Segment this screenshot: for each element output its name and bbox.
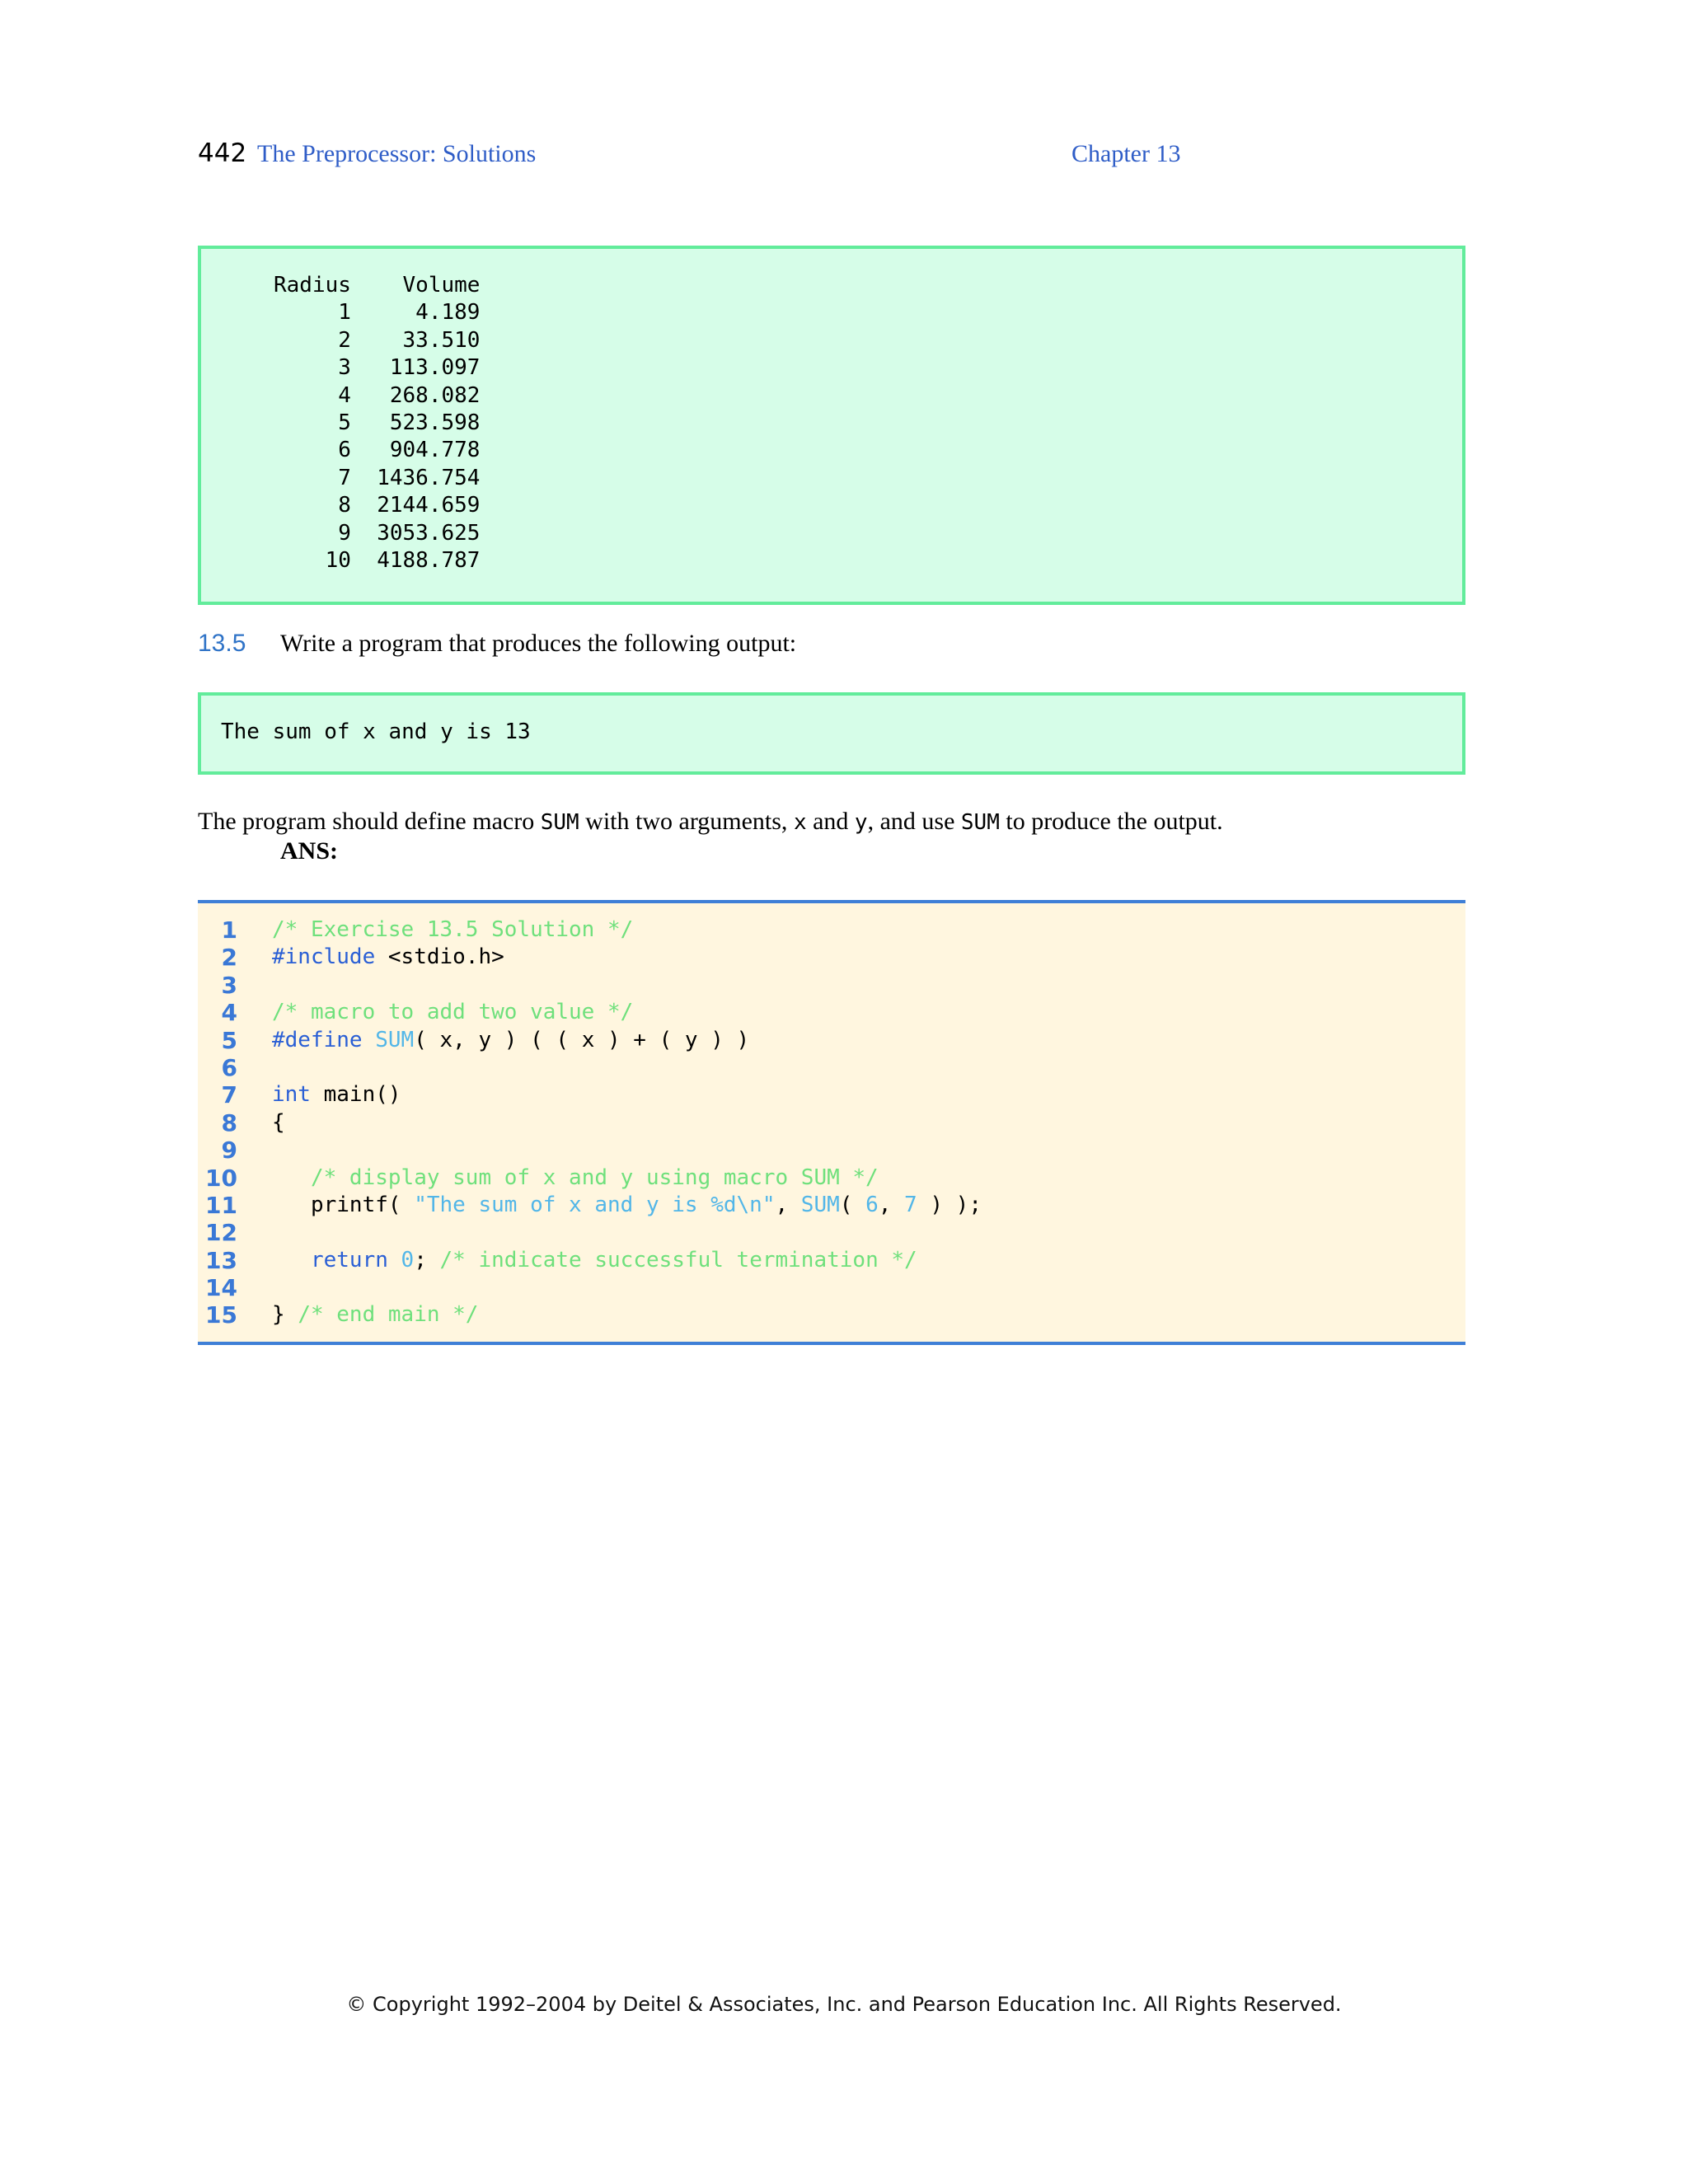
- code-line: [198, 1274, 1465, 1301]
- line-number: 4: [221, 999, 237, 1027]
- code-comment: /* macro to add two value */: [272, 1000, 634, 1025]
- line-number: 11: [205, 1191, 237, 1219]
- line-number: 9: [221, 1137, 237, 1165]
- code-line: [198, 972, 1465, 999]
- code-keyword: #include: [272, 944, 376, 970]
- code-comment: /* indicate successful termination */: [439, 1247, 917, 1272]
- desc-text: to produce the output.: [999, 808, 1223, 835]
- running-title: The Preprocessor: Solutions: [257, 140, 537, 167]
- exercise-number: 13.5: [198, 630, 246, 657]
- code-number: 0: [401, 1247, 415, 1272]
- code-text: printf(: [272, 1192, 415, 1217]
- desc-code: x: [793, 810, 807, 835]
- chapter-label: Chapter 13: [1071, 140, 1181, 167]
- code-listing: [198, 900, 1465, 1345]
- line-number: 15: [205, 1301, 237, 1329]
- desc-code: SUM: [540, 810, 579, 835]
- volume-output-box: [198, 246, 1465, 605]
- code-line: [198, 999, 1465, 1026]
- code-line: [198, 1301, 1465, 1329]
- code-text: [272, 1165, 311, 1190]
- code-number: 6: [865, 1192, 879, 1217]
- code-text: ;: [414, 1247, 440, 1272]
- line-number: 14: [205, 1274, 237, 1302]
- exercise-description: [198, 808, 1484, 836]
- code-text: <stdio.h>: [375, 944, 504, 970]
- exercise-heading: [198, 630, 1467, 663]
- sum-output-text: The sum of x and y is 13: [221, 719, 531, 744]
- code-line: [198, 1081, 1465, 1108]
- desc-text: , and use: [867, 808, 961, 835]
- code-keyword: return: [310, 1247, 388, 1272]
- exercise-prompt: Write a program that produces the following output:: [280, 630, 797, 657]
- code-lines: [198, 916, 1465, 1329]
- code-keyword: #define: [272, 1027, 363, 1052]
- code-line: [198, 1165, 1465, 1192]
- line-number: 3: [221, 971, 237, 999]
- line-number: 1: [221, 916, 237, 944]
- desc-code: SUM: [960, 810, 1000, 835]
- line-number: 7: [221, 1081, 237, 1109]
- code-identifier: SUM: [800, 1192, 840, 1217]
- desc-text: with two arguments,: [579, 808, 794, 835]
- code-text: ) );: [917, 1192, 982, 1217]
- line-number: 13: [205, 1246, 237, 1274]
- code-line: [198, 1137, 1465, 1164]
- code-text: ( x, y ) ( ( x ) + ( y ) ): [414, 1027, 750, 1052]
- code-comment: /* end main */: [298, 1302, 479, 1328]
- code-line: [198, 1109, 1465, 1137]
- code-text: (: [839, 1192, 866, 1217]
- code-string: "The sum of x and y is %d\n": [414, 1192, 776, 1217]
- code-text: }: [272, 1302, 298, 1328]
- sum-output-box: [198, 692, 1465, 775]
- line-number: 8: [221, 1108, 237, 1137]
- desc-code: y: [854, 810, 868, 835]
- desc-text: The program should define macro: [198, 808, 541, 835]
- code-line: [198, 1192, 1465, 1219]
- code-text: [388, 1248, 401, 1272]
- code-text: {: [272, 1109, 285, 1135]
- code-text: ,: [775, 1192, 801, 1217]
- line-number: 5: [221, 1026, 237, 1054]
- code-line: [198, 916, 1465, 944]
- line-number: 6: [221, 1053, 237, 1081]
- code-line: [198, 1054, 1465, 1081]
- code-line: [198, 944, 1465, 971]
- copyright-footer: © Copyright 1992–2004 by Deitel & Associates, Inc. and Pearson Education Inc. All Rights Reserved.: [346, 1993, 1342, 2016]
- code-text: main(): [310, 1082, 401, 1108]
- code-line: [198, 1027, 1465, 1054]
- line-number: 10: [205, 1164, 237, 1192]
- code-keyword: int: [272, 1082, 311, 1108]
- code-comment: /* display sum of x and y using macro SUM */: [310, 1165, 879, 1190]
- code-identifier: SUM: [375, 1027, 415, 1052]
- code-line: [198, 1219, 1465, 1246]
- code-text: [363, 1028, 376, 1052]
- code-number: 7: [904, 1192, 917, 1217]
- code-text: [272, 1248, 311, 1272]
- volume-output-text: Radius Volume 1 4.189 2 33.510 3 113.097 4 268.082 5 523.598 6 904.778 7 1436.754 8 2144.659 9 3053.625 10 4188.787: [274, 273, 481, 574]
- line-number: 12: [205, 1219, 237, 1247]
- page-number: 442: [198, 138, 247, 168]
- line-number: 2: [221, 944, 237, 972]
- answer-label: ANS:: [280, 837, 339, 865]
- desc-text: and: [806, 808, 855, 835]
- code-text: ,: [878, 1192, 905, 1217]
- page-header: [198, 138, 1484, 178]
- code-comment: /* Exercise 13.5 Solution */: [272, 917, 634, 942]
- code-line: [198, 1247, 1465, 1274]
